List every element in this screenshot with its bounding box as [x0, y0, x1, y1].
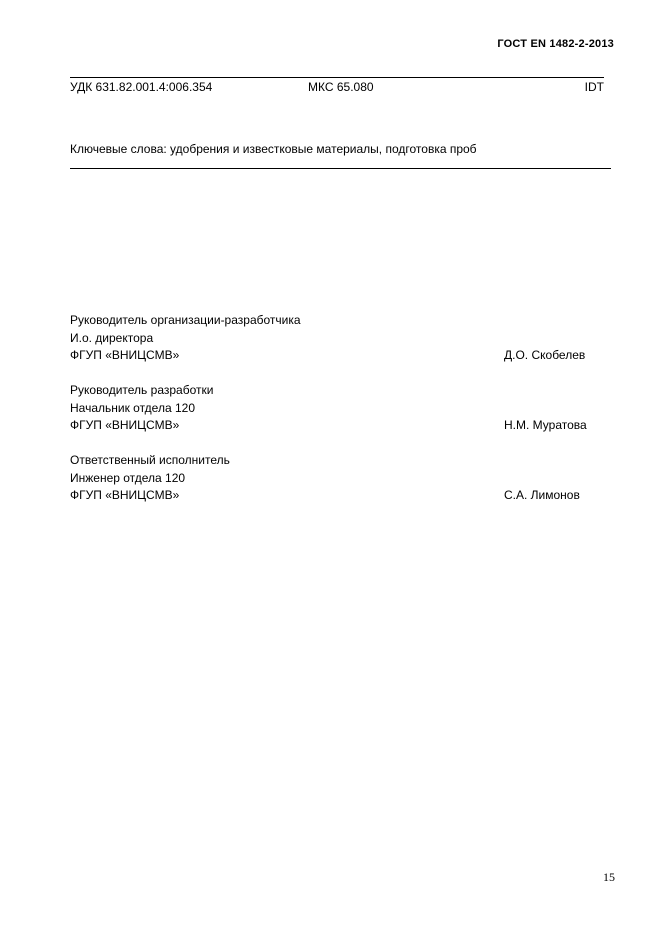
signature-position: И.о. директора	[70, 330, 154, 345]
udc-code: УДК 631.82.001.4:006.354	[70, 80, 213, 94]
signature-role: Ответственный исполнитель	[70, 453, 230, 467]
keywords-line: Ключевые слова: удобрения и известковые материалы, подготовка проб	[70, 142, 477, 156]
signature-name: Д.О. Скобелев	[504, 348, 586, 362]
signature-role: Руководитель разработки	[70, 383, 214, 397]
signature-organization: ФГУП «ВНИЦСМВ»	[70, 488, 180, 502]
signature-name: С.А. Лимонов	[504, 488, 580, 502]
signature-organization: ФГУП «ВНИЦСМВ»	[70, 418, 180, 432]
signature-block-executor	[70, 452, 610, 505]
divider-bottom	[70, 168, 611, 169]
divider-top	[70, 77, 604, 78]
degree-of-correspondence: IDT	[584, 80, 604, 94]
signature-org-line	[70, 347, 610, 365]
page-number: 15	[603, 870, 615, 884]
mks-code: МКС 65.080	[308, 80, 374, 94]
signature-block-head	[70, 312, 610, 365]
signature-role: Руководитель организации-разработчика	[70, 313, 301, 327]
classification-row	[70, 80, 604, 96]
signature-block-lead	[70, 382, 610, 435]
signature-position: Инженер отдела 120	[70, 470, 186, 485]
signature-org-line	[70, 417, 610, 435]
signature-org-line	[70, 487, 610, 505]
signature-position: Начальник отдела 120	[70, 400, 195, 415]
signature-name: Н.М. Муратова	[504, 418, 587, 432]
standard-code: ГОСТ EN 1482-2-2013	[497, 38, 614, 50]
signature-organization: ФГУП «ВНИЦСМВ»	[70, 348, 180, 362]
